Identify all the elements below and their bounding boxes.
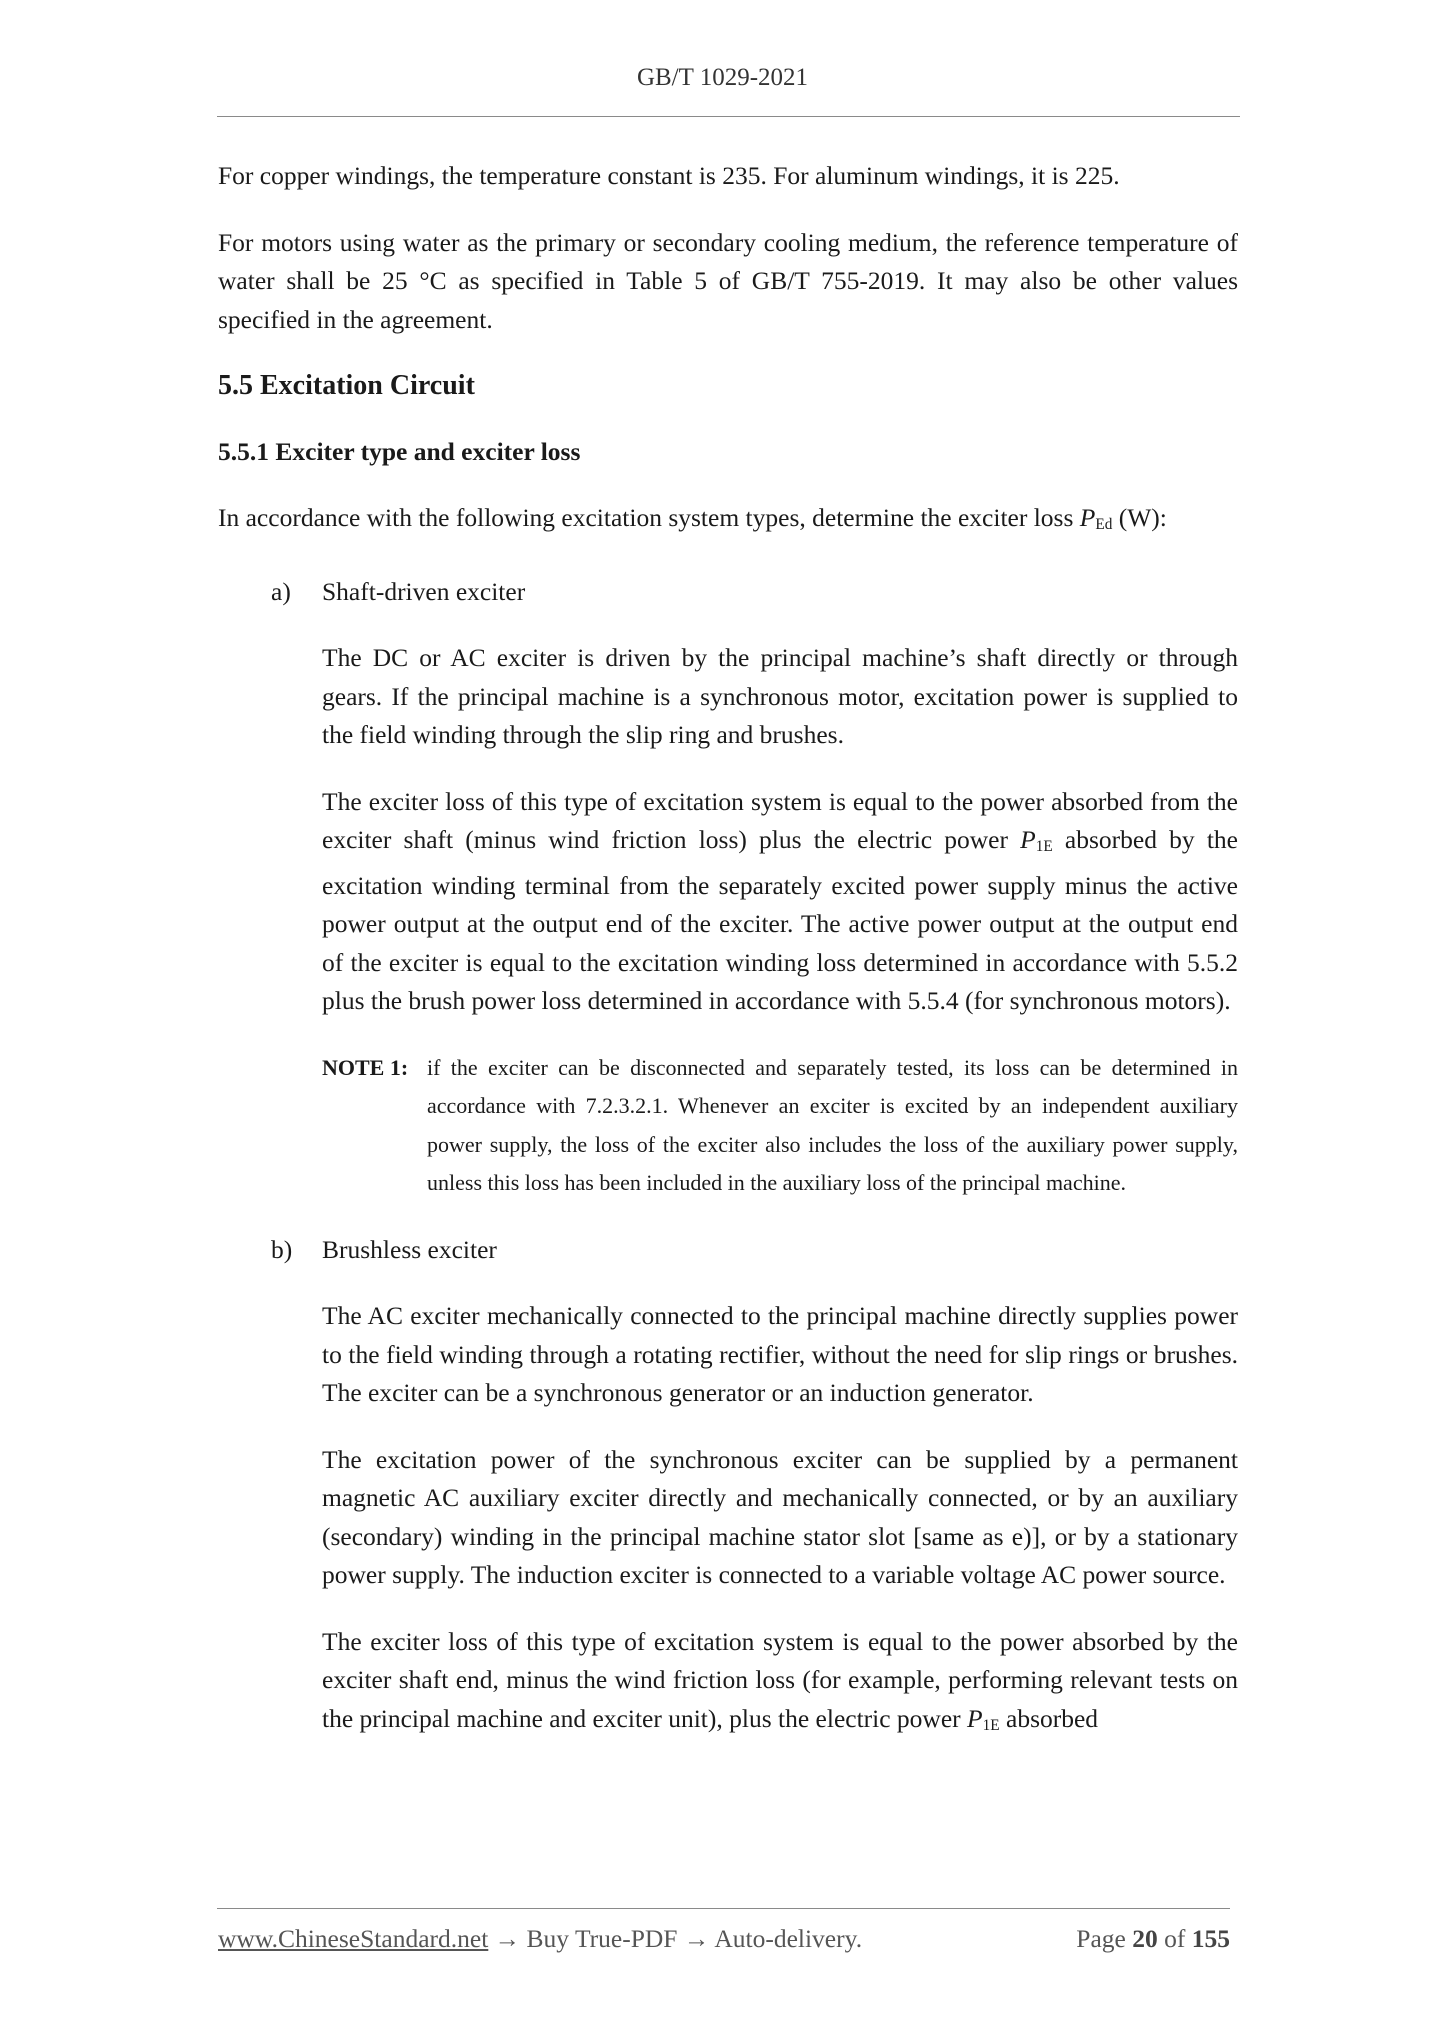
document-body — [218, 157, 1238, 1773]
section-heading-5-5: 5.5 Excitation Circuit — [218, 370, 475, 401]
list-label-b: b) — [271, 1234, 293, 1264]
paragraph-shaft-driven-loss: The exciter loss of this type of excitation system is equal to the power absorbed from the exciter shaft (minus wind friction loss) plus the electric power $P_{1E}$ absorbed by the excitation winding terminal from the separately excited power supply minus the active power output at the output end of the exciter. The active power output at the output end of the exciter is equal to the excitation winding loss determined in accordance with 5.5.2 plus the brush power loss determined in accordance with 5.5.4 (for synchronous motors). — [322, 786, 1238, 1015]
current-page: 20 — [1132, 1924, 1158, 1953]
paragraph-brushless-excitation-power: The excitation power of the synchronous exciter can be supplied by a permanent magnetic AC auxiliary exciter directly and mechanically connected, or by an auxiliary (secondary) winding in the principal machine stator slot [same as e)], or by a stationary power supply. The induction exciter is connected to a variable voltage AC power source. — [322, 1444, 1238, 1589]
delivery-text: Auto-delivery. — [714, 1924, 863, 1953]
note-text: if the exciter can be disconnected and separately tested, its loss can be determined in accordance with 7.2.3.2.1. Whenever an exciter is excited by an independent auxiliary power supply, the loss of the exciter also includes the loss of the auxiliary power supply, unless this loss has been included in the auxiliary loss of the principal machine. — [427, 1054, 1238, 1195]
list-label-a: a) — [271, 576, 291, 606]
footer-promo — [218, 1924, 862, 1954]
paragraph-brushless-loss: The exciter loss of this type of excitation system is equal to the power absorbed by the exciter shaft end, minus the wind friction loss (for example, performing relevant tests on the principal machine and exciter unit), plus the electric power $P_{1E}$ absorbed — [322, 1626, 1238, 1734]
paragraph-brushless-desc: The AC exciter mechanically connected to the principal machine directly supplies power to the field winding through a rotating rectifier, without the need for slip rings or brushes. The exciter can be a synchronous generator or an induction generator. — [322, 1301, 1238, 1407]
paragraph-temperature-constant: For copper windings, the temperature constant is 235. For aluminum windings, it is 225. — [218, 161, 1120, 190]
subsection-heading-5-5-1: 5.5.1 Exciter type and exciter loss — [218, 437, 581, 466]
paragraph-shaft-driven-desc: The DC or AC exciter is driven by the principal machine’s shaft directly or through gears. If the principal machine is a synchronous motor, excitation power is supplied to the field winding through the slip ring and brushes. — [322, 643, 1238, 749]
note-label: NOTE 1: — [322, 1054, 409, 1080]
paragraph-water-reference: For motors using water as the primary or secondary cooling medium, the reference temperature of water shall be 25 °C as specified in Table 5 of GB/T 755-2019. It may also be other values specified in the agreement. — [218, 227, 1238, 334]
list-title-b: Brushless exciter — [322, 1234, 497, 1264]
arrow-icon: → — [488, 1924, 527, 1953]
total-pages: 155 — [1191, 1924, 1230, 1953]
list-title-a: Shaft-driven exciter — [322, 576, 526, 606]
page-header: GB/T 1029-2021 — [636, 64, 809, 91]
list-item-a — [218, 573, 1238, 612]
arrow-icon: → — [677, 1924, 715, 1953]
buy-text: Buy True-PDF — [526, 1924, 678, 1953]
list-item-b — [218, 1231, 1238, 1270]
header-divider — [217, 116, 1240, 117]
note-1 — [218, 1049, 1238, 1203]
paragraph-intro: In accordance with the following excitation system types, determine the exciter loss $P_{Ed}$ (W): — [218, 503, 1167, 533]
footer-divider — [217, 1908, 1230, 1909]
page-number: Page 20 of 155 — [1076, 1924, 1230, 1953]
chinesestandard-link[interactable]: www.ChineseStandard.net — [218, 1924, 489, 1953]
